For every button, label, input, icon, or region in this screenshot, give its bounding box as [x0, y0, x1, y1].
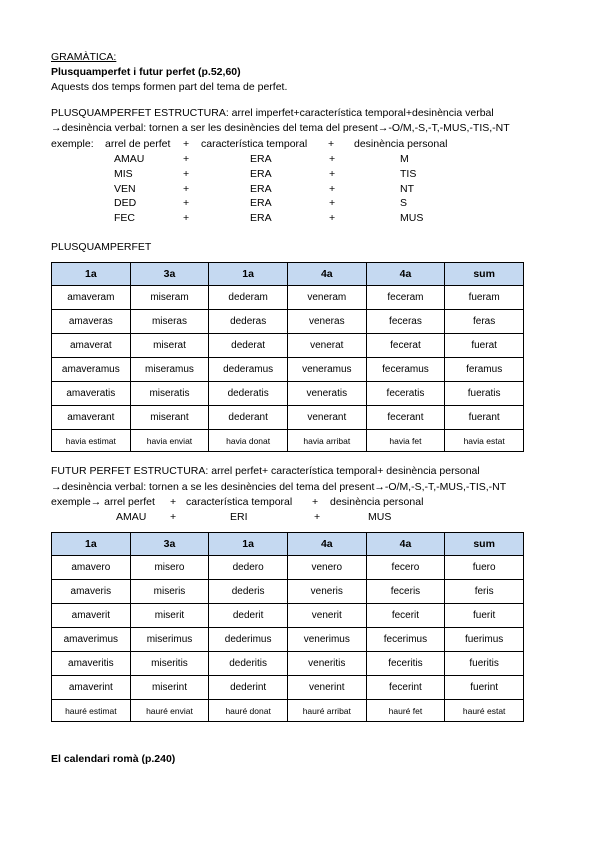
table-cell: amaveras: [52, 310, 131, 334]
table-cell: miserit: [130, 604, 209, 628]
translation-cell: hauré estat: [445, 700, 524, 722]
table-cell: amaveramus: [52, 358, 131, 382]
table-cell: miserat: [130, 334, 209, 358]
translation-cell: havia arribat: [287, 430, 366, 452]
table-cell: veneratis: [287, 382, 366, 406]
translation-cell: hauré donat: [209, 700, 288, 722]
table-cell: miserant: [130, 406, 209, 430]
column-header: sum: [445, 533, 524, 556]
table-row: [52, 334, 524, 358]
table-cell: fecerat: [366, 334, 445, 358]
table-row: [52, 652, 524, 676]
example-mark: ERA: [250, 168, 272, 180]
example-root: VEN: [114, 183, 136, 195]
table-cell: veneramus: [287, 358, 366, 382]
table-cell: feceras: [366, 310, 445, 334]
table-cell: feceratis: [366, 382, 445, 406]
example-plus: +: [183, 168, 190, 180]
table-cell: amavero: [52, 556, 131, 580]
table-cell: misero: [130, 556, 209, 580]
table-cell: dedero: [209, 556, 288, 580]
intro-text: Aquests dos temps formen part del tema de perfet.: [51, 81, 288, 93]
example-ending: NT: [400, 183, 414, 195]
table-row: [52, 580, 524, 604]
example-label: exemple:: [51, 138, 94, 150]
table-cell: fecero: [366, 556, 445, 580]
table-cell: miserint: [130, 676, 209, 700]
example-root: MIS: [114, 168, 133, 180]
table-cell: fuerant: [445, 406, 524, 430]
translation-cell: havia donat: [209, 430, 288, 452]
table-cell: venerint: [287, 676, 366, 700]
table-cell: fecerant: [366, 406, 445, 430]
example-plus: +: [183, 197, 190, 209]
example-ending: S: [400, 197, 408, 209]
example-col-ending: desinència personal: [330, 496, 424, 508]
example-col-mark: característica temporal: [201, 138, 308, 150]
example-plus: +: [329, 153, 336, 165]
translation-cell: hauré fet: [366, 700, 445, 722]
table-row: [52, 406, 524, 430]
example-col-root: arrel de perfet: [105, 138, 171, 150]
future-perfect-table: [51, 532, 524, 722]
pluperfect-table-title: PLUSQUAMPERFET: [51, 241, 152, 253]
table-cell: fuerat: [445, 334, 524, 358]
column-header: 1a: [209, 263, 288, 286]
example-plus: +: [329, 183, 336, 195]
table-cell: amaveram: [52, 286, 131, 310]
pluperfect-structure: PLUSQUAMPERFET ESTRUCTURA: arrel imperfet+característica temporal+desinència verbal: [51, 107, 494, 119]
translation-cell: havia estat: [445, 430, 524, 452]
column-header: 1a: [52, 263, 131, 286]
example-plus: +: [312, 496, 319, 508]
table-cell: miseratis: [130, 382, 209, 406]
example-plus: +: [170, 511, 177, 523]
table-row: [52, 358, 524, 382]
calendar-title: El calendari romà (p.240): [51, 753, 176, 765]
example-plus: +: [329, 212, 336, 224]
grammar-heading: GRAMÀTICA:: [51, 51, 117, 63]
translation-cell: hauré arribat: [287, 700, 366, 722]
example-mark: ERI: [230, 511, 248, 523]
table-row: [52, 604, 524, 628]
example-plus: +: [170, 496, 177, 508]
table-cell: dederat: [209, 334, 288, 358]
translation-cell: havia estimat: [52, 430, 131, 452]
table-cell: amaveris: [52, 580, 131, 604]
table-cell: fuero: [445, 556, 524, 580]
column-header: 4a: [287, 263, 366, 286]
example-col-mark: característica temporal: [186, 496, 293, 508]
table-cell: amaveratis: [52, 382, 131, 406]
example-root: FEC: [114, 212, 135, 224]
column-header: 3a: [130, 263, 209, 286]
table-cell: dederatis: [209, 382, 288, 406]
translation-cell: hauré estimat: [52, 700, 131, 722]
translation-cell: havia enviat: [130, 430, 209, 452]
table-cell: feceram: [366, 286, 445, 310]
table-cell: fuerimus: [445, 628, 524, 652]
example-plus: +: [183, 138, 190, 150]
pluperfect-table: [51, 262, 524, 452]
table-cell: venerant: [287, 406, 366, 430]
example-ending: MUS: [400, 212, 424, 224]
table-row: [52, 556, 524, 580]
table-cell: fueram: [445, 286, 524, 310]
table-cell: miseras: [130, 310, 209, 334]
table-row: [52, 286, 524, 310]
table-cell: dederant: [209, 406, 288, 430]
table-cell: veneris: [287, 580, 366, 604]
table-row: [52, 382, 524, 406]
example-col-ending: desinència personal: [354, 138, 448, 150]
translation-cell: havia fet: [366, 430, 445, 452]
translation-row: [52, 700, 524, 722]
translation-row: [52, 430, 524, 452]
table-cell: miseritis: [130, 652, 209, 676]
example-plus: +: [329, 197, 336, 209]
column-header: 1a: [52, 533, 131, 556]
example-ending: TIS: [400, 168, 417, 180]
table-cell: dederitis: [209, 652, 288, 676]
table-cell: fuerint: [445, 676, 524, 700]
example-label: exemple→ arrel perfet: [51, 496, 155, 508]
column-header: sum: [445, 263, 524, 286]
table-cell: feras: [445, 310, 524, 334]
example-plus: +: [314, 511, 321, 523]
future-perfect-structure: FUTUR PERFET ESTRUCTURA: arrel perfet+ característica temporal+ desinència personal: [51, 465, 480, 477]
example-plus: +: [183, 212, 190, 224]
table-cell: fecerint: [366, 676, 445, 700]
table-row: [52, 628, 524, 652]
example-mark: ERA: [250, 212, 272, 224]
table-cell: dederas: [209, 310, 288, 334]
table-cell: dederamus: [209, 358, 288, 382]
table-cell: veneram: [287, 286, 366, 310]
table-cell: fecerimus: [366, 628, 445, 652]
table-cell: fueritis: [445, 652, 524, 676]
translation-cell: hauré enviat: [130, 700, 209, 722]
example-root: DED: [114, 197, 137, 209]
table-cell: amaverant: [52, 406, 131, 430]
example-root: AMAU: [116, 511, 147, 523]
table-cell: fecerit: [366, 604, 445, 628]
table-cell: dederis: [209, 580, 288, 604]
example-mark: ERA: [250, 153, 272, 165]
example-plus: +: [183, 183, 190, 195]
table-row: [52, 676, 524, 700]
table-cell: amaverimus: [52, 628, 131, 652]
table-cell: veneritis: [287, 652, 366, 676]
example-mark: ERA: [250, 197, 272, 209]
example-root: AMAU: [114, 153, 145, 165]
pluperfect-endings: →desinència verbal: tornen a ser les desinències del tema del present→-O/M,-S,-T,-MUS,-TIS,-NT: [51, 122, 510, 134]
example-plus: +: [328, 138, 335, 150]
column-header: 4a: [287, 533, 366, 556]
example-ending: M: [400, 153, 409, 165]
future-perfect-endings: →desinència verbal: tornen a se les desinències del tema del present→-O/M,-S,-T,-MUS,-TIS,-NT: [51, 481, 507, 493]
column-header: 4a: [366, 263, 445, 286]
column-header: 1a: [209, 533, 288, 556]
table-cell: miseramus: [130, 358, 209, 382]
table-cell: amaverint: [52, 676, 131, 700]
table-row: [52, 310, 524, 334]
table-cell: miseris: [130, 580, 209, 604]
table-cell: amaveritis: [52, 652, 131, 676]
table-cell: feceramus: [366, 358, 445, 382]
table-cell: venerimus: [287, 628, 366, 652]
table-cell: amaverit: [52, 604, 131, 628]
example-mark: ERA: [250, 183, 272, 195]
table-cell: venerat: [287, 334, 366, 358]
table-cell: dederint: [209, 676, 288, 700]
table-cell: fueratis: [445, 382, 524, 406]
table-cell: venerit: [287, 604, 366, 628]
table-cell: feceritis: [366, 652, 445, 676]
table-cell: miseram: [130, 286, 209, 310]
column-header: 3a: [130, 533, 209, 556]
example-plus: +: [183, 153, 190, 165]
table-cell: venero: [287, 556, 366, 580]
table-cell: dederit: [209, 604, 288, 628]
section-title: Plusquamperfet i futur perfet (p.52,60): [51, 66, 241, 78]
table-cell: feceris: [366, 580, 445, 604]
table-cell: dederimus: [209, 628, 288, 652]
table-cell: dederam: [209, 286, 288, 310]
example-plus: +: [329, 168, 336, 180]
column-header: 4a: [366, 533, 445, 556]
table-cell: miserimus: [130, 628, 209, 652]
table-cell: veneras: [287, 310, 366, 334]
table-cell: feramus: [445, 358, 524, 382]
table-cell: amaverat: [52, 334, 131, 358]
table-cell: feris: [445, 580, 524, 604]
table-cell: fuerit: [445, 604, 524, 628]
example-ending: MUS: [368, 511, 392, 523]
